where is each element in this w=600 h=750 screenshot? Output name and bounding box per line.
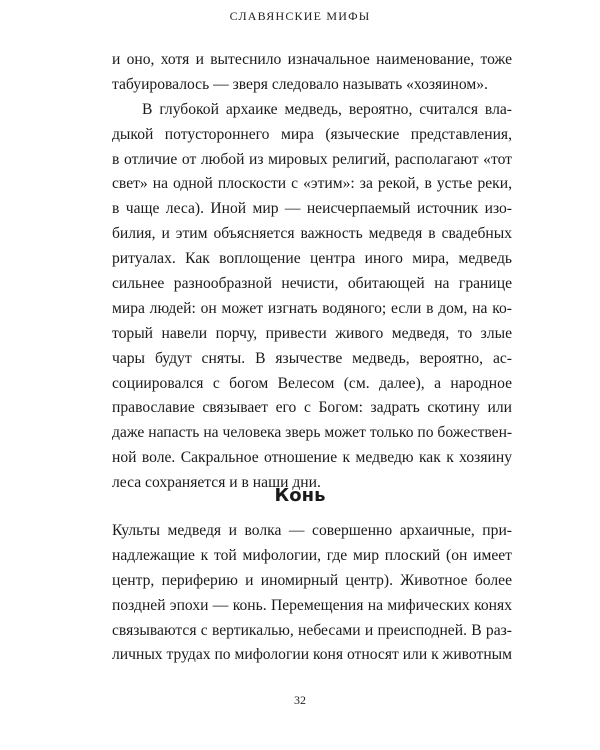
text-line: в отличие от любой из мировых религий, располагают «тот (112, 150, 512, 168)
text-line: ной воле. Сакральное отношение к медведю как к хозяину (112, 449, 512, 467)
text-line: мира людей: он может изгнать водяного; если в дом, на ко- (112, 299, 512, 317)
page-number: 32 (294, 693, 306, 707)
text-line: социировался с богом Велесом (см. далее), а народное (112, 374, 512, 392)
text-line: и оно, хотя и вытеснило изначальное наименование, тоже (112, 51, 512, 68)
text-line: сильнее разнообразной нечисти, обитающей на границе (112, 275, 512, 293)
text-line: табуировалось — зверя следовало называть «хозяином». (112, 75, 488, 93)
text-line: ритуалах. Как воплощение центра иного мира, медведь (112, 250, 512, 268)
text-line: православие связывает его с Богом: задрать скотину или (112, 399, 512, 417)
text-line: чары будут сняты. В язычестве медведь, вероятно, ас- (112, 349, 512, 367)
text-line: центр, периферию и иномирный центр). Животное более (112, 571, 512, 589)
text-line: Культы медведя и волка — совершенно архаичные, при- (112, 522, 512, 539)
text-line: личных трудах по мифологии коня относят или к животным (112, 646, 513, 664)
text-line: связываются с вертикалью, небесами и преисподней. В раз- (112, 621, 512, 639)
text-line: торый навели порчу, привести живого медведя, то злые (112, 324, 512, 342)
text-line: билия, и этим объясняется важность медведя в свадебных (112, 225, 512, 243)
text-line: дыкой потустороннего мира (языческие представления, (112, 125, 512, 143)
text-line: леса сохраняется и в наши дни. (112, 474, 321, 492)
text-line: поздней эпохи — конь. Перемещения на мифических конях (112, 596, 512, 614)
text-line: в чаще леса). Иной мир — неисчерпаемый источник изо- (112, 200, 512, 218)
text-line: даже напасть на человека зверь может только по божествен- (112, 424, 513, 442)
section-2-text (112, 519, 512, 668)
text-line: надлежащие к той мифологии, где мир плоский (он имеет (112, 546, 512, 564)
text-line: В глубокой архаике медведь, вероятно, считался вла- (142, 100, 512, 118)
section-1-text (112, 48, 512, 496)
running-head: СЛАВЯНСКИЕ МИФЫ (229, 9, 371, 23)
text-line: свет» на одной плоскости с «этим»: за рекой, в устье реки, (112, 175, 512, 193)
section-heading: Конь (274, 485, 326, 506)
